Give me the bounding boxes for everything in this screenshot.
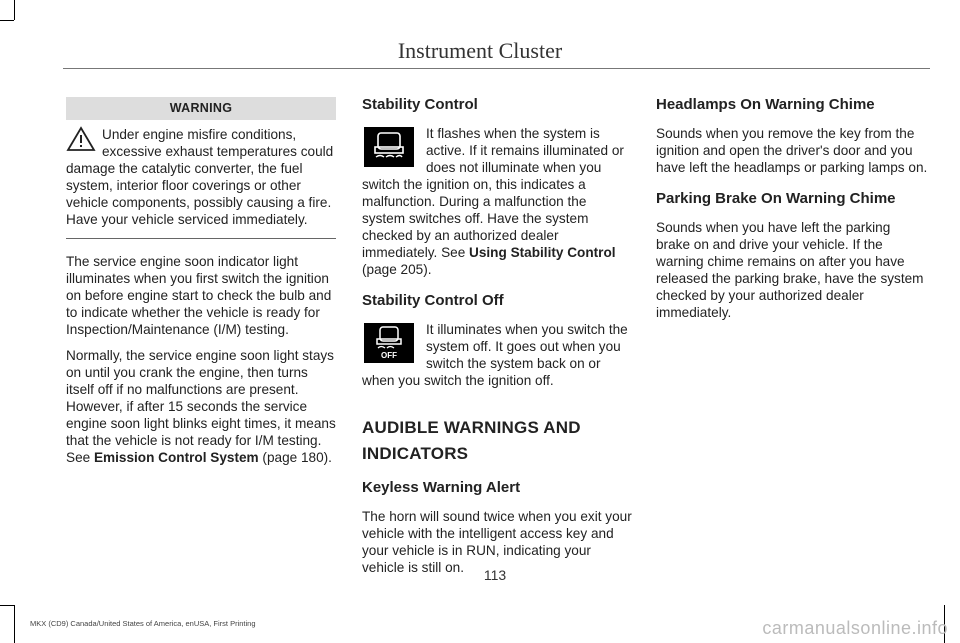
footer-text: MKX (CD9) Canada/United States of America, enUSA, First Printing [30,619,256,628]
watermark-logo: carmanualsonline.info [762,618,948,638]
paragraph-text: It illuminates when you switch the system off. It goes out when you switch the system back on or when you switch the ignition off. [362,322,628,388]
warning-triangle-icon [66,126,96,152]
header-divider [63,68,930,69]
icon-off-label: OFF [381,351,397,360]
crop-mark [14,605,15,643]
paragraph: Sounds when you have left the parking brake on and drive your vehicle. If the warning chime remains on after you have released the parking brake, have the system checked by your authorized dealer immediately. [656,220,924,320]
stability-control-off-icon [364,323,414,363]
chapter-heading-line: AUDIBLE WARNINGS AND [362,418,581,437]
section-heading-keyless: Keyless Warning Alert [362,479,521,496]
page-ref: (page 180). [258,450,332,465]
warning-box [66,126,336,239]
warning-text: Under engine misfire conditions, excessive exhaust temperatures could damage the catalytic converter, the fuel system, interior floor coverings or other vehicle components, possibly causing a fire. Have your vehicle serviced immediately. [66,127,334,227]
crop-mark [14,0,15,20]
crop-mark [0,605,14,606]
section-heading-parking-brake: Parking Brake On Warning Chime [656,190,896,207]
column-middle [362,92,632,585]
page-number: 113 [483,567,507,583]
column-right [656,92,928,330]
section-heading-headlamps: Headlamps On Warning Chime [656,96,875,113]
warning-heading: WARNING [66,97,336,120]
paragraph: The horn will sound twice when you exit your vehicle with the intelligent access key and your vehicle is in RUN, indicating your vehicle is still on. [362,509,632,575]
using-stability-control-link[interactable]: Using Stability Control [469,245,616,260]
chapter-heading-line: INDICATORS [362,444,469,463]
page-ref: (page 205). [362,262,432,277]
paragraph: The service engine soon indicator light illuminates when you first switch the ignition on before engine start to check the bulb and to indicate whether the vehicle is ready for Inspection/Maintenance (I/M) testing. [66,254,332,337]
crop-mark [0,20,14,21]
emission-control-link[interactable]: Emission Control System [93,450,259,465]
paragraph-text: It flashes when the system is active. If it remains illuminated or does not illuminate when you switch the ignition on, this indicates a malfunction. During a malfunction the system switches off. Have the system checked by an authorized dealer immediately. See [362,126,624,260]
stability-control-icon [364,127,414,167]
paragraph: Sounds when you remove the key from the ignition and open the driver's door and you have left the headlamps or parking lamps on. [656,126,928,175]
paragraph-text: Normally, the service engine soon light stays on until you crank the engine, then turns itself off if no malfunctions are present. However, if after 15 seconds the service engine soon light blinks eight times, it means that the vehicle is not ready for I/M testing. See [66,348,336,465]
paragraph [66,347,336,466]
column-left [66,92,336,475]
section-heading-stability-off: Stability Control Off [362,292,504,309]
chapter-heading [362,415,632,467]
paragraph [362,125,632,278]
page-title: Instrument Cluster [397,38,563,63]
paragraph [362,321,632,389]
section-heading-stability: Stability Control [362,96,478,113]
